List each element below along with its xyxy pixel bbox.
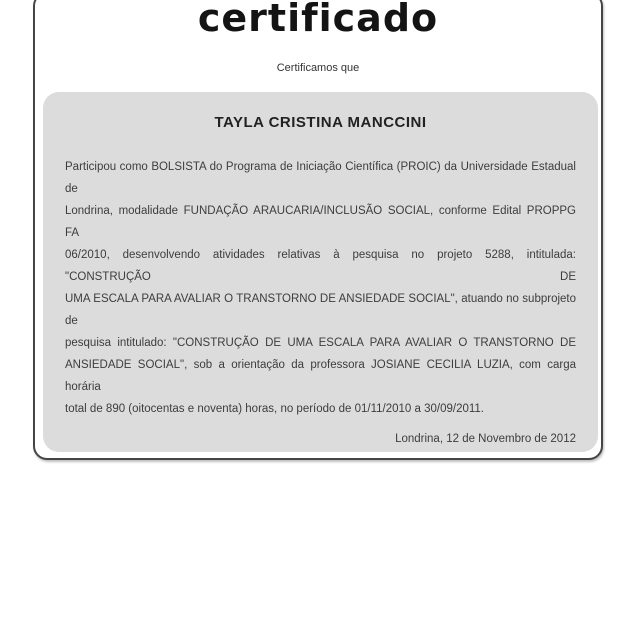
body-text-line: UMA ESCALA PARA AVALIAR O TRANSTORNO DE ANSIEDADE SOCIAL", atuando no subprojeto de [65,293,576,327]
recipient-name: TAYLA CRISTINA MANCCINI [214,114,427,131]
body-text-line: 06/2010, desenvolvendo atividades relativas à pesquisa no projeto 5288, intitulada: "CONSTRUÇÃO DE [65,249,576,283]
certificate-body-text [65,156,576,420]
recipient-panel [43,92,598,452]
certificate-date-line: Londrina, 12 de Novembro de 2012 [395,433,576,445]
certificate-subtitle: Certificamos que [276,62,360,74]
certificate-title: certificado [197,0,439,40]
body-text-line: total de 890 (oitocentas e noventa) horas, no período de 01/11/2010 a 30/09/2011. [65,403,485,415]
body-text-line: Participou como BOLSISTA do Programa de Iniciação Científica (PROIC) da Universidade Estadual de [65,161,576,195]
certificate-card [33,0,603,460]
body-text-line: Londrina, modalidade FUNDAÇÃO ARAUCARIA/INCLUSÃO SOCIAL, conforme Edital PROPPG FA [65,205,576,239]
body-text-line: pesquisa intitulado: "CONSTRUÇÃO DE UMA ESCALA PARA AVALIAR O TRANSTORNO DE [65,337,576,349]
body-text-line: ANSIEDADE SOCIAL", sob a orientação da professora JOSIANE CECILIA LUZIA, com carga horária [65,359,576,393]
